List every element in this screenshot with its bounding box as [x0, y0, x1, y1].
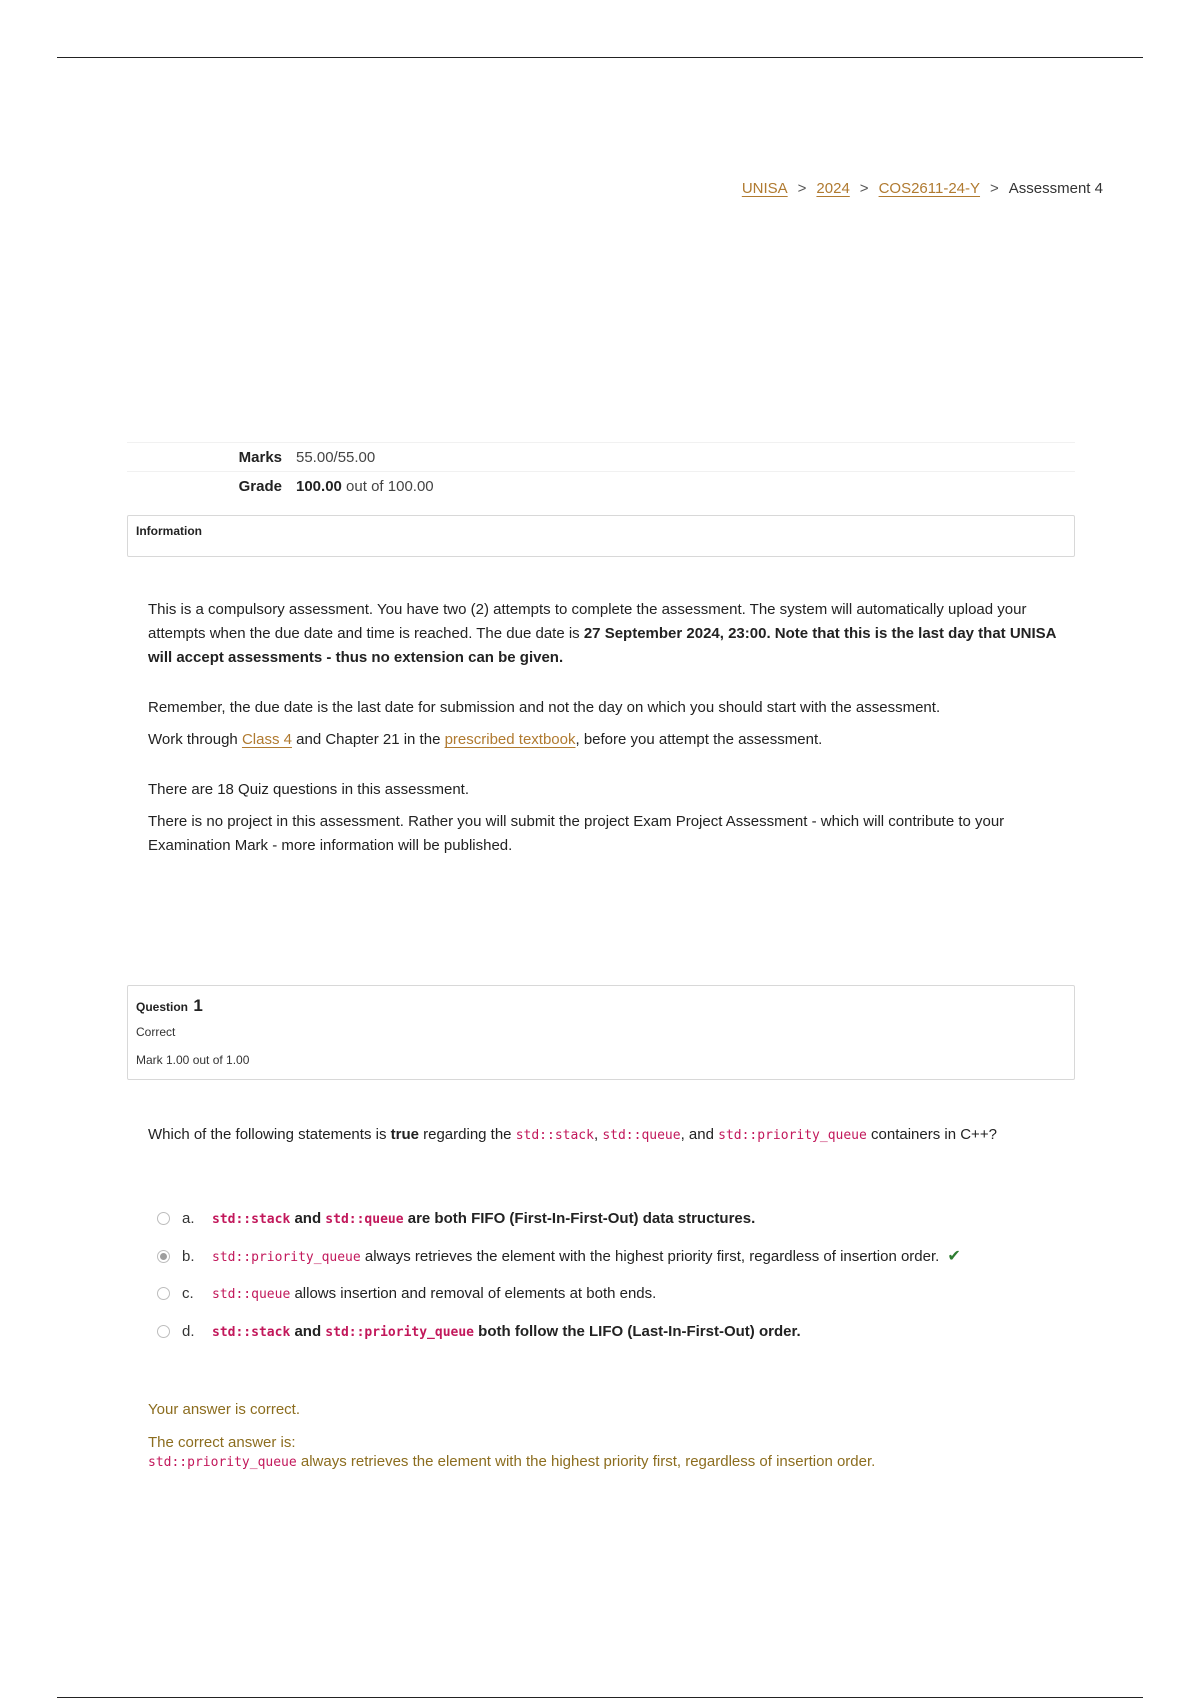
breadcrumb-2024[interactable]: 2024 — [816, 180, 850, 197]
option-b[interactable] — [157, 1238, 1057, 1276]
breadcrumb-unisa[interactable]: UNISA — [741, 180, 788, 197]
question-number: 1 — [193, 996, 203, 1015]
code-std-queue: std::queue — [602, 1128, 681, 1143]
information-box — [127, 515, 1075, 557]
option-a[interactable] — [157, 1200, 1057, 1238]
question-text: Which of the following statements is true regarding the std::stack, std::queue, and std::priority_queue containers in C++? — [148, 1126, 997, 1143]
breadcrumb — [742, 180, 1103, 197]
option-d[interactable] — [157, 1313, 1057, 1351]
chevron-right-icon: > — [990, 180, 999, 197]
radio-button[interactable] — [157, 1212, 170, 1225]
option-c[interactable] — [157, 1275, 1057, 1313]
grade-total: out of 100.00 — [341, 477, 434, 495]
info-paragraph-1: This is a compulsory assessment. You have two (2) attempts to complete the assessment. The system will automatically upload your attempts when the due date and time is reached. The due date is 27 September 2024, 23:00. Note that this is the last day that UNISA will accept assessments - thus no extension can be given. — [148, 601, 1056, 666]
option-letter: c. — [182, 1285, 194, 1303]
info-paragraph-4: There are 18 Quiz questions in this assessment. — [148, 781, 469, 798]
option-text: std::stack and std::queue are both FIFO (First-In-First-Out) data structures. — [212, 1210, 756, 1228]
chevron-right-icon: > — [859, 180, 869, 197]
checkmark-icon: ✔ — [947, 1248, 961, 1266]
question-heading: Question 1 — [136, 996, 203, 1015]
info-paragraph-2: Remember, the due date is the last date for submission and not the day on which you should start with the assessment. — [148, 699, 941, 716]
option-text: std::priority_queue always retrieves the element with the highest priority first, regardless of insertion order. — [212, 1247, 940, 1265]
option-text: std::queue allows insertion and removal of elements at both ends. — [212, 1285, 657, 1303]
radio-button-selected[interactable] — [157, 1250, 170, 1263]
question-mark: Mark 1.00 out of 1.00 — [136, 1053, 250, 1067]
code-std-stack: std::stack — [515, 1128, 594, 1143]
option-letter: a. — [182, 1210, 195, 1228]
breadcrumb-current: Assessment 4 — [1008, 180, 1103, 197]
grade-label: Grade — [238, 477, 282, 495]
chevron-right-icon: > — [797, 180, 807, 197]
option-letter: d. — [182, 1322, 195, 1340]
information-text — [148, 598, 1058, 866]
option-letter: b. — [182, 1247, 195, 1265]
answer-options — [157, 1200, 1057, 1350]
feedback-result: Your answer is correct. — [148, 1401, 301, 1418]
grade-row — [127, 471, 1075, 500]
info-paragraph-5: There is no project in this assessment. Rather you will submit the project Exam Project Assessment - which will contribute to your Examination Mark - more information will be published. — [148, 813, 1005, 854]
breadcrumb-course[interactable]: COS2611-24-Y — [878, 180, 981, 197]
feedback — [148, 1401, 1048, 1470]
radio-button[interactable] — [157, 1325, 170, 1338]
textbook-link[interactable]: prescribed textbook — [444, 731, 576, 748]
top-rule — [57, 57, 1143, 58]
attempt-summary — [127, 442, 1075, 500]
correct-answer: std::priority_queue always retrieves the element with the highest priority first, regardless of insertion order. — [148, 1453, 876, 1470]
correct-answer-label: The correct answer is: — [148, 1434, 296, 1451]
marks-label: Marks — [238, 448, 282, 466]
bottom-rule — [57, 1697, 1143, 1698]
information-title: Information — [136, 524, 202, 538]
due-date-note: Note that this is the last day that UNISA will accept assessments - thus no extension can be given. — [148, 625, 1056, 666]
radio-button[interactable] — [157, 1287, 170, 1300]
question-info-box — [127, 985, 1075, 1080]
grade-score: 100.00 — [296, 477, 342, 495]
option-text: std::stack and std::priority_queue both follow the LIFO (Last-In-First-Out) order. — [212, 1322, 801, 1340]
class-4-link[interactable]: Class 4 — [241, 731, 292, 748]
grade-value — [296, 478, 434, 495]
marks-row — [127, 442, 1075, 471]
marks-value: 55.00/55.00 — [296, 448, 376, 466]
question-state: Correct — [136, 1025, 176, 1039]
info-paragraph-3: Work through Class 4 and Chapter 21 in the prescribed textbook, before you attempt the assessment. — [148, 731, 823, 748]
code-std-priority-queue: std::priority_queue — [718, 1128, 867, 1143]
due-date: 27 September 2024, 23:00. — [583, 625, 771, 642]
